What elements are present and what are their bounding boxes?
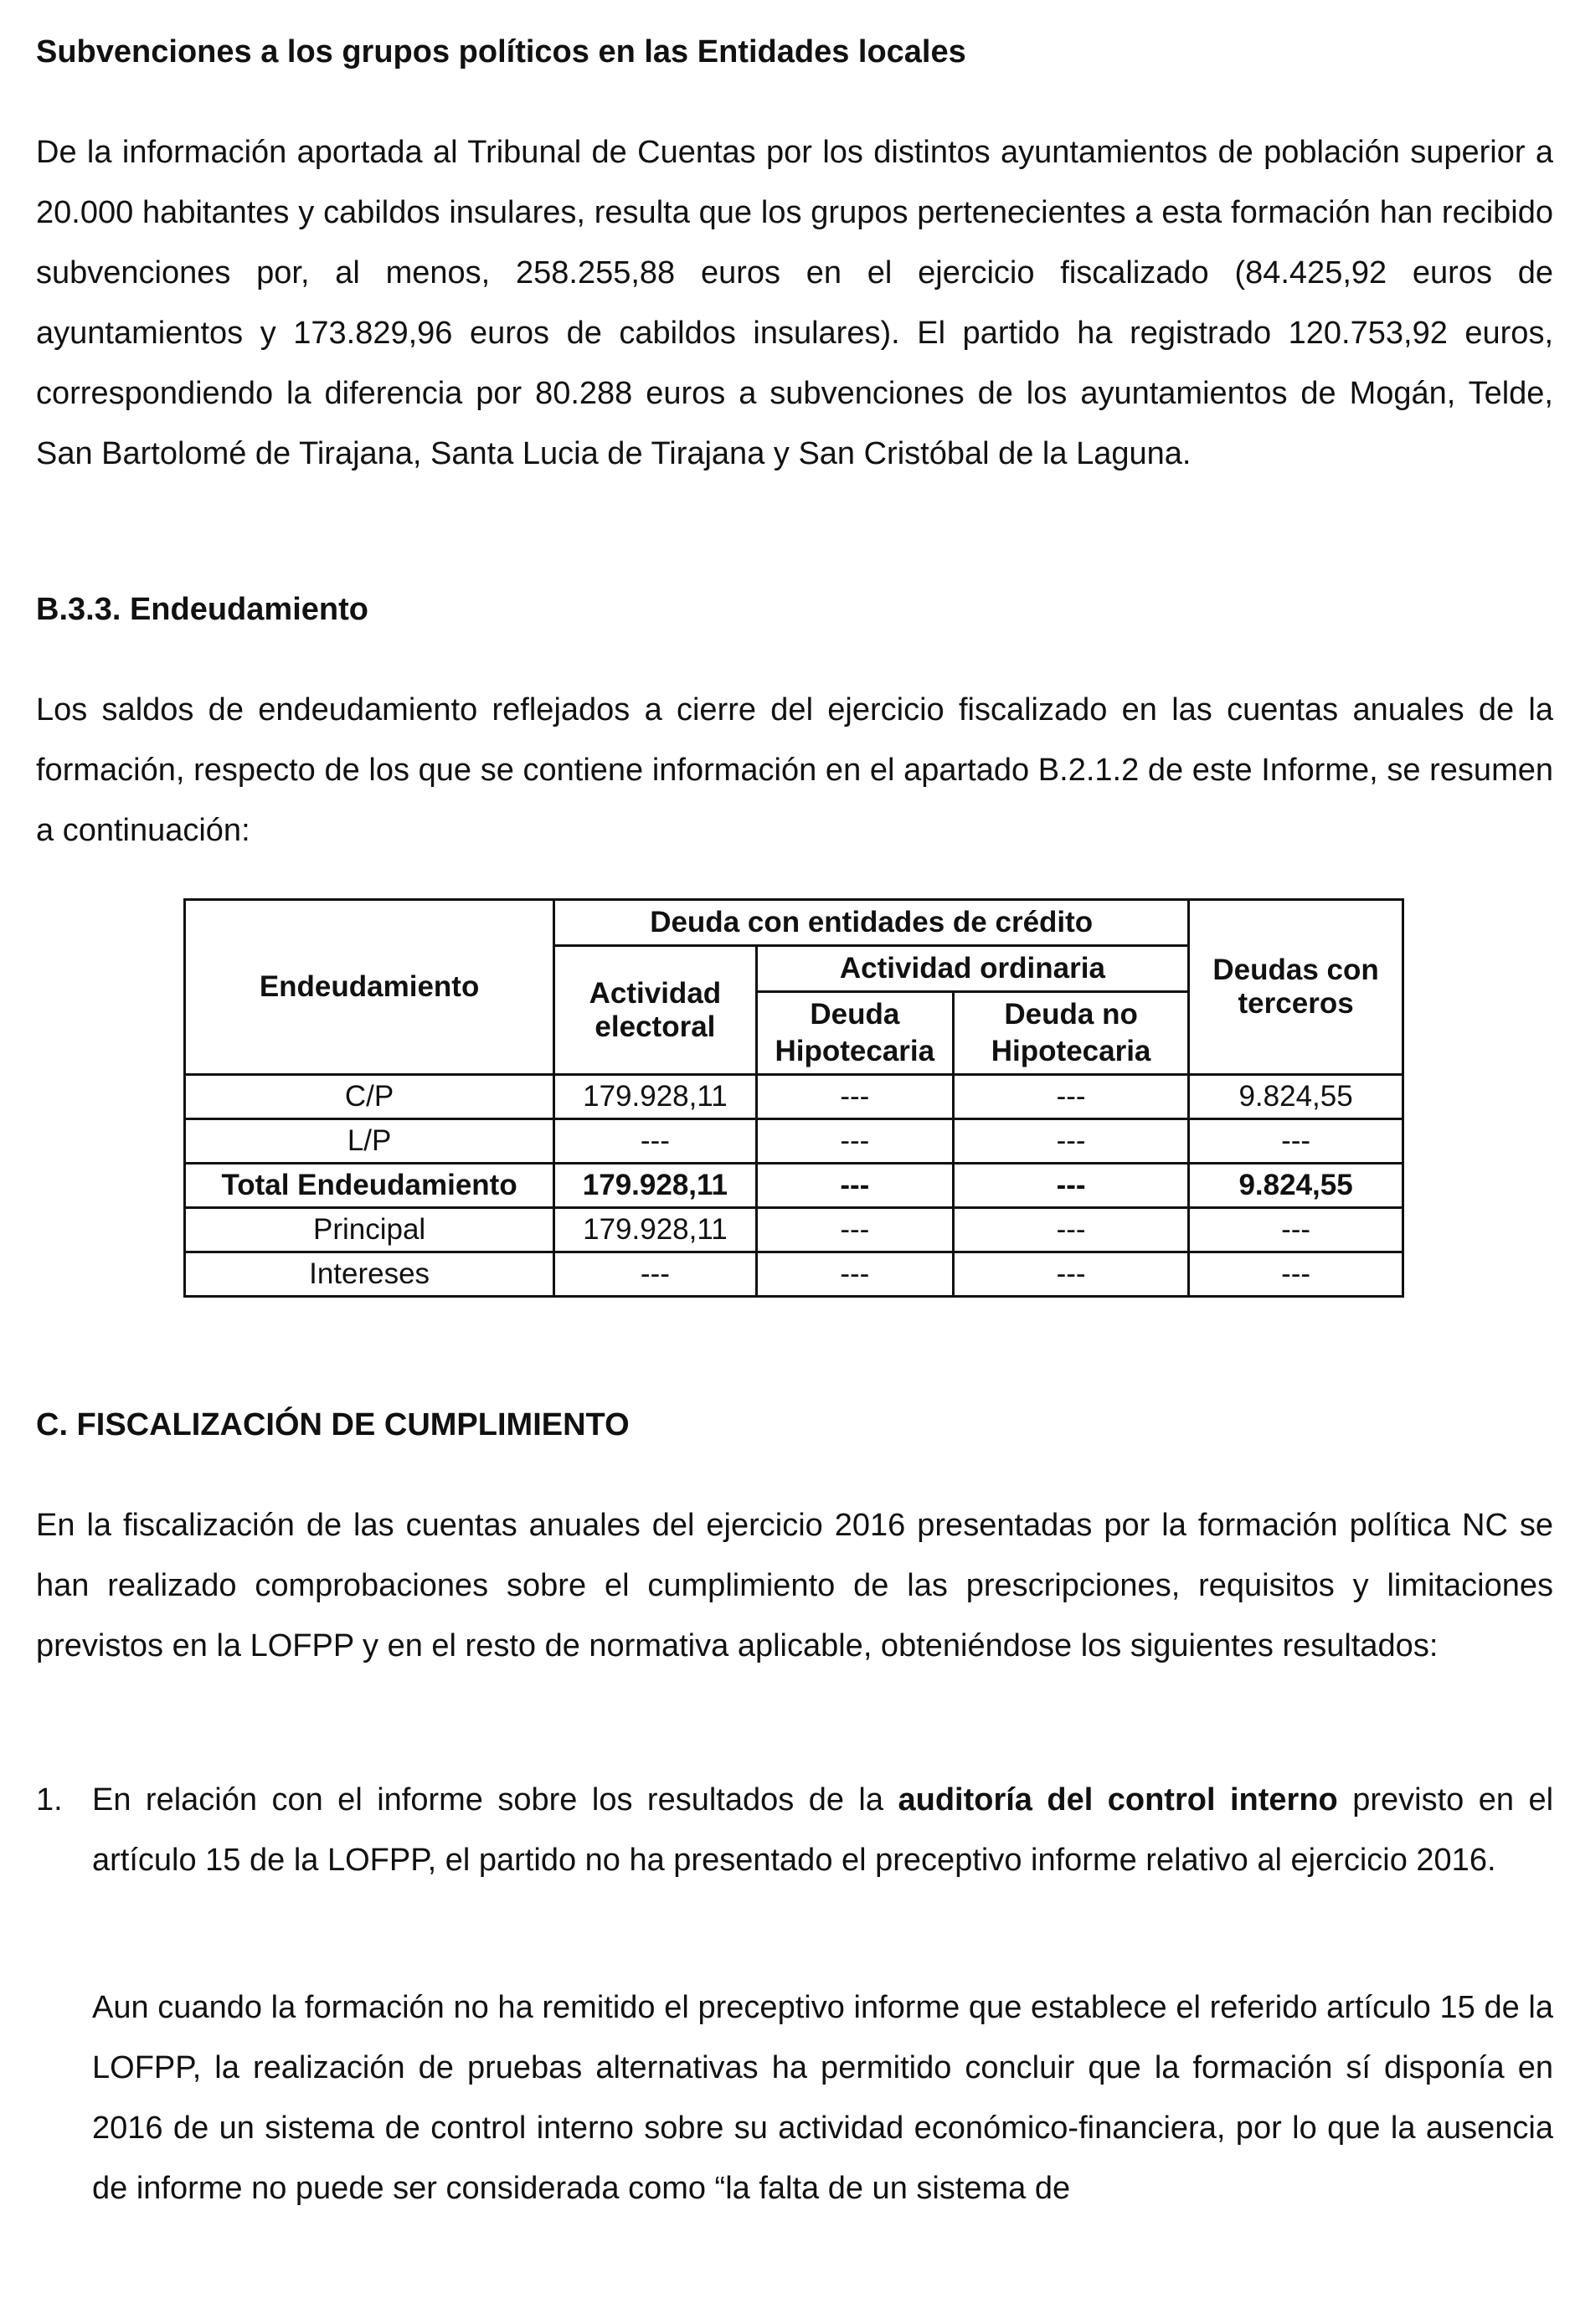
header-deudas-terceros: Deudas con terceros [1189,900,1403,1075]
cell-electoral: 179.928,11 [554,1208,756,1252]
list-item-text-bold: auditoría del control interno [898,1782,1338,1818]
row-label: Intereses [185,1252,554,1297]
cell-no-hipotecaria: --- [954,1208,1189,1252]
cell-hipotecaria: --- [756,1164,953,1208]
paragraph-control-interno: Aun cuando la formación no ha remitido el preceptivo informe que establece el referido artículo 15 de la LOFPP, la realización de pruebas alternativas ha permitido concluir que la formación sí disponía en 2016 de un sistema de control interno sobre su actividad económico-financiera, por lo que la ausencia de informe no puede ser considerada como “la falta de un sistema de [92,1990,1553,2206]
list-item [36,1770,1553,1890]
cell-hipotecaria: --- [756,1252,953,1297]
row-label: Total Endeudamiento [185,1164,554,1208]
cell-terceros: --- [1189,1119,1403,1164]
header-endeudamiento: Endeudamiento [185,900,554,1075]
cell-electoral: 179.928,11 [554,1164,756,1208]
cell-electoral: --- [554,1252,756,1297]
table-row [185,1119,1403,1164]
list-item-text-before: En relación con el informe sobre los resultados de la [92,1782,898,1818]
cell-terceros: 9.824,55 [1189,1164,1403,1208]
row-label: C/P [185,1075,554,1119]
list-item-number: 1. [36,1782,63,1818]
debt-table [183,898,1404,1298]
cell-no-hipotecaria: --- [954,1119,1189,1164]
header-deuda-credito: Deuda con entidades de crédito [554,900,1189,946]
table-row [185,1208,1403,1252]
paragraph-endeudamiento: Los saldos de endeudamiento reflejados a cierre del ejercicio fiscalizado en las cuentas anuales de la formación, respecto de los que se contiene información en el apartado B.2.1.2 de este Informe, se resumen a continuación: [36,692,1553,848]
cell-no-hipotecaria: --- [954,1075,1189,1119]
table-row [185,1252,1403,1297]
cell-hipotecaria: --- [756,1208,953,1252]
header-deuda-hipotecaria: Deuda Hipotecaria [756,992,953,1075]
section-title-fiscalizacion: C. FISCALIZACIÓN DE CUMPLIMIENTO [36,1407,630,1442]
section-title-subvenciones: Subvenciones a los grupos políticos en las Entidades locales [36,34,966,69]
table-row-total [185,1164,1403,1208]
paragraph-subvenciones: De la información aportada al Tribunal de Cuentas por los distintos ayuntamientos de población superior a 20.000 habitantes y cabildos insulares, resulta que los grupos pertenecientes a esta formación han recibido subvenciones por, al menos, 258.255,88 euros en el ejercicio fiscalizado (84.425,92 euros de ayuntamientos y 173.829,96 euros de cabildos insulares). El partido ha registrado 120.753,92 euros, correspondiendo la diferencia por 80.288 euros a subvenciones de los ayuntamientos de Mogán, Telde, San Bartolomé de Tirajana, Santa Lucia de Tirajana y San Cristóbal de la Laguna. [36,135,1553,471]
section-title-endeudamiento: B.3.3. Endeudamiento [36,592,368,627]
cell-hipotecaria: --- [756,1119,953,1164]
cell-hipotecaria: --- [756,1075,953,1119]
cell-terceros: --- [1189,1252,1403,1297]
cell-terceros: 9.824,55 [1189,1075,1403,1119]
header-actividad-electoral: Actividad electoral [554,946,756,1075]
table-row [185,1075,1403,1119]
cell-electoral: 179.928,11 [554,1075,756,1119]
cell-electoral: --- [554,1119,756,1164]
cell-no-hipotecaria: --- [954,1252,1189,1297]
table-header-row [185,900,1403,946]
list-item-text-after: previsto en el artículo 15 de la LOFPP, el partido no ha presentado el preceptivo informe relativo al ejercicio 2016. [92,1782,1554,1878]
row-label: Principal [185,1208,554,1252]
cell-no-hipotecaria: --- [954,1164,1189,1208]
header-actividad-ordinaria: Actividad ordinaria [756,946,1189,992]
paragraph-fiscalizacion: En la fiscalización de las cuentas anuales del ejercicio 2016 presentadas por la formación política NC se han realizado comprobaciones sobre el cumplimiento de las prescripciones, requisitos y limitaciones previstos en la LOFPP y en el resto de normativa aplicable, obteniéndose los siguientes resultados: [36,1508,1553,1663]
header-deuda-no-hipotecaria: Deuda no Hipotecaria [954,992,1189,1075]
row-label: L/P [185,1119,554,1164]
list-item-text [92,1770,1553,1890]
cell-terceros: --- [1189,1208,1403,1252]
